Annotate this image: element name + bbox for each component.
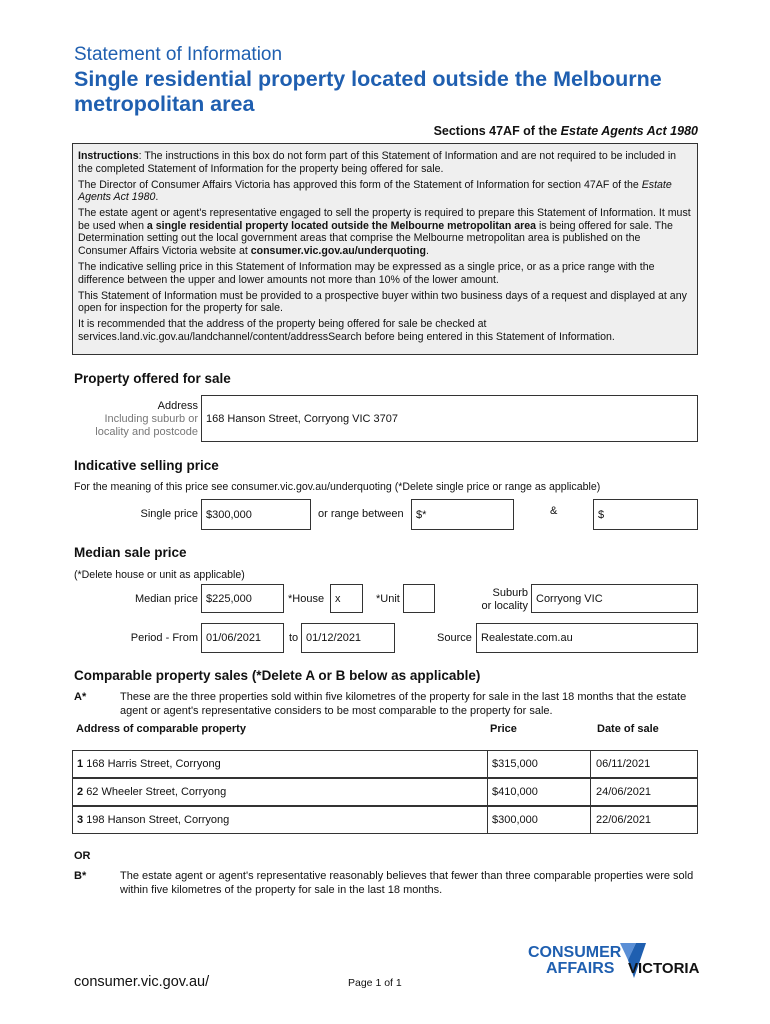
- row-date[interactable]: 06/11/2021: [590, 751, 698, 777]
- row-date[interactable]: 24/06/2021: [590, 779, 698, 805]
- footer-url[interactable]: consumer.vic.gov.au/: [74, 974, 210, 990]
- option-a-text: These are the three properties sold within five kilometres of the property for sale in the last 18 months that the estate agent or agent's representative considers to be most comparable to the property for sale.: [120, 691, 687, 717]
- logo-graphic: [528, 940, 708, 984]
- house-label: *House: [288, 593, 325, 605]
- page-number: Page 1 of 1: [348, 977, 402, 989]
- option-a-label: A*: [74, 691, 87, 703]
- indicative-heading: Indicative selling price: [74, 458, 219, 473]
- suburb-label: Suburb or locality: [481, 587, 528, 612]
- row-address[interactable]: 2 62 Wheeler Street, Corryong: [77, 786, 227, 798]
- comparable-heading: Comparable property sales (*Delete A or B below as applicable): [74, 668, 481, 683]
- instructions-p1: Instructions: The instructions in this box do not form part of this Statement of Information and are not required to be included in the completed Statement of Information for the property being offered for sale.: [78, 150, 677, 175]
- median-heading: Median sale price: [74, 545, 187, 560]
- house-checkbox[interactable]: x: [330, 584, 363, 613]
- source-field[interactable]: Realestate.com.au: [476, 623, 698, 653]
- unit-checkbox[interactable]: [403, 584, 435, 613]
- logo-line2: AFFAIRS: [546, 960, 615, 977]
- address-label: Address Including suburb or locality and postcode: [95, 400, 198, 438]
- sections-act: Estate Agents Act 1980: [560, 124, 698, 138]
- instructions-p5: This Statement of Information must be provided to a prospective buyer within two business days of a request and displayed at any open for inspection for the property for sale.: [78, 289, 687, 315]
- indicative-note: For the meaning of this price see consumer.vic.gov.au/underquoting (*Delete single price or range as applicable): [74, 481, 601, 493]
- range-label: or range between: [318, 508, 404, 520]
- period-to-label: to: [289, 632, 299, 644]
- logo-line3: VICTORIA: [628, 960, 700, 977]
- instructions-p4: The indicative selling price in this Statement of Information may be expressed as a single price, or as a price range with the difference between the upper and lower amounts not more than 10% of the lower amount.: [78, 260, 655, 286]
- logo-line1: CONSUMER: [528, 944, 622, 961]
- option-b-label: B*: [74, 870, 87, 882]
- or-label: OR: [74, 850, 91, 862]
- suburb-field[interactable]: Corryong VIC: [531, 584, 698, 613]
- instructions-p3: The estate agent or agent's representative engaged to sell the property is required to prepare this Statement of Information. It must be used when a single residential property located outside the Melbourne metropolitan area is being offered for sale. The Determination setting out the local government areas that comprise the Melbourne metropolitan area is published on the Consumer Affairs Victoria website at consumer.vic.gov.au/underquoting.: [78, 207, 691, 257]
- range-ampersand: &: [550, 505, 558, 517]
- form-title: Single residential property located outside the Melbourne metropolitan area: [74, 67, 662, 116]
- range-low-field[interactable]: $*: [411, 499, 514, 530]
- unit-label: *Unit: [376, 593, 400, 605]
- instructions-box: [72, 143, 698, 355]
- single-price-field[interactable]: $300,000: [201, 499, 311, 530]
- range-high-field[interactable]: $: [593, 499, 698, 530]
- instructions-p2: The Director of Consumer Affairs Victoria has approved this form of the Statement of Information for section 47AF of the Estate Agents Act 1980.: [78, 178, 672, 204]
- row-address[interactable]: 3 198 Hanson Street, Corryong: [77, 814, 230, 826]
- median-price-field[interactable]: $225,000: [201, 584, 284, 613]
- consumer-affairs-victoria-logo: [528, 940, 708, 984]
- underquoting-link[interactable]: consumer.vic.gov.au/underquoting: [250, 244, 426, 257]
- row-date[interactable]: 22/06/2021: [590, 807, 698, 833]
- row-address[interactable]: 1 168 Harris Street, Corryong: [77, 758, 221, 770]
- property-heading: Property offered for sale: [74, 371, 231, 386]
- table-row: [72, 750, 698, 778]
- form-kicker: Statement of Information: [74, 44, 283, 65]
- median-price-label: Median price: [135, 593, 198, 605]
- col-date-header: Date of sale: [597, 723, 659, 735]
- col-price-header: Price: [490, 723, 517, 735]
- period-from-field[interactable]: 01/06/2021: [201, 623, 284, 653]
- row-price[interactable]: $300,000: [487, 807, 590, 833]
- sections-reference: [434, 124, 698, 138]
- instructions-label: Instructions: [78, 150, 139, 162]
- period-to-field[interactable]: 01/12/2021: [301, 623, 395, 653]
- sections-prefix: Sections 47AF of the: [433, 124, 561, 138]
- source-label: Source: [437, 632, 472, 644]
- option-b-text: The estate agent or agent's representative reasonably believes that fewer than three comparable properties were sold within five kilometres of the property for sale in the last 18 months.: [120, 870, 694, 896]
- col-address-header: Address of comparable property: [76, 723, 246, 735]
- table-row: [72, 806, 698, 834]
- single-price-label: Single price: [140, 508, 198, 520]
- median-note: (*Delete house or unit as applicable): [74, 569, 245, 581]
- row-price[interactable]: $315,000: [487, 751, 590, 777]
- instructions-p6: It is recommended that the address of the property being offered for sale be checked at services.land.vic.gov.au/landchannel/content/addressSearch before being entered in this Statement of Information.: [78, 318, 615, 343]
- period-from-label: Period - From: [130, 632, 198, 644]
- table-row: [72, 778, 698, 806]
- row-price[interactable]: $410,000: [487, 779, 590, 805]
- address-field[interactable]: 168 Hanson Street, Corryong VIC 3707: [201, 395, 698, 442]
